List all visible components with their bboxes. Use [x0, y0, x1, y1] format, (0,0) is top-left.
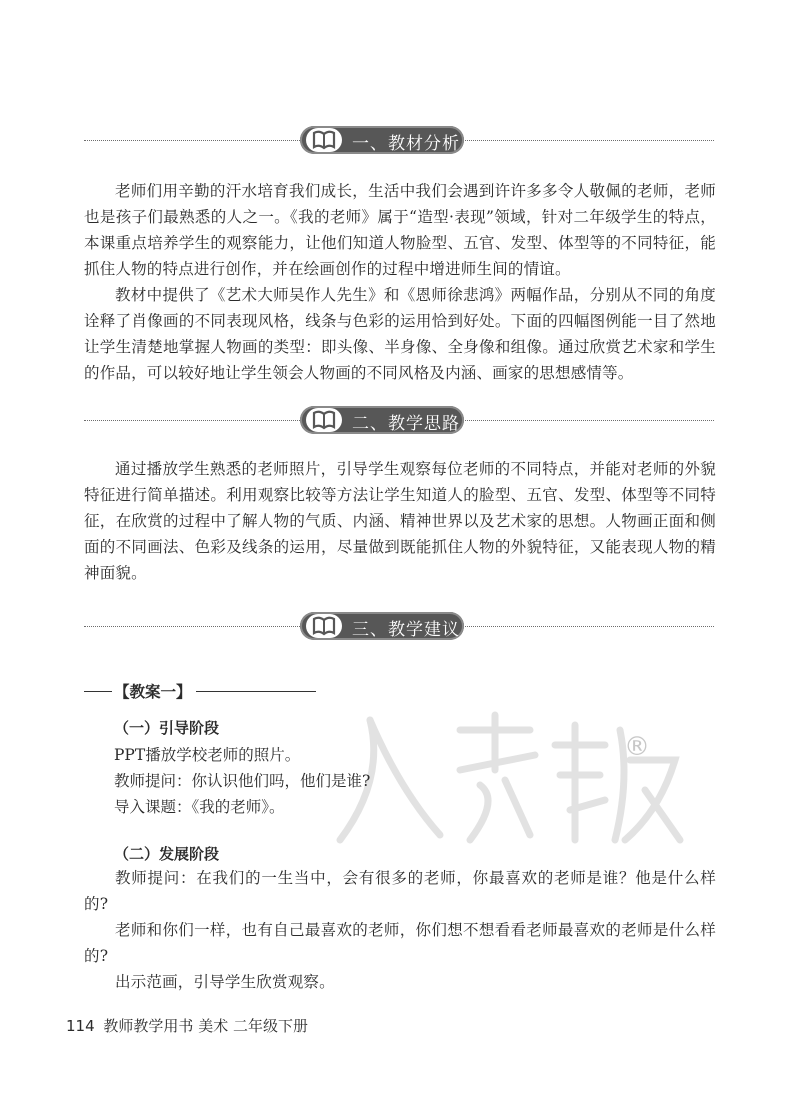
dotted-rule — [460, 140, 714, 141]
label-rule — [196, 691, 316, 692]
book-icon — [306, 408, 342, 432]
stage-2-title: （二）发展阶段 — [114, 845, 220, 863]
analysis-paragraph-2: 教材中提供了《艺术大师吴作人先生》和《恩师徐悲鸿》两幅作品，分别从不同的角度诠释了肖像画的不同表现风格，线条与色彩的运用恰到好处。下面的四幅图例能一目了然地让学生清楚地掌握人物画的类型：即头像、半身像、全身像和组像。通过欣赏艺术家和学生的作品，可以较好地让学生领会人物画的不同风格及内涵、画家的思想感情等。 — [84, 286, 716, 382]
stage-1-title: （一）引导阶段 — [114, 719, 220, 737]
dotted-rule — [460, 626, 714, 627]
label-rule — [84, 691, 112, 692]
section-title-pill — [300, 612, 464, 640]
dotted-rule — [84, 626, 302, 627]
page-footer — [66, 1015, 308, 1036]
registered-mark: ® — [624, 732, 650, 762]
section-title: 一、教材分析 — [352, 134, 460, 154]
page-number: 114 — [66, 1017, 95, 1035]
approach-paragraph: 通过播放学生熟悉的老师照片，引导学生观察每位老师的不同特点，并能对老师的外貌特征进行简单描述。利用观察比较等方法让学生知道人的脸型、五官、发型、体型等不同特征，在欣赏的过程中了解人物的气质、内涵、精神世界以及艺术家的思想。人物画正面和侧面的不同画法、色彩及线条的运用，尽量做到既能抓住人物的外貌特征，又能表现人物的精神面貌。 — [84, 460, 716, 582]
stage-2-paragraph-1: 教师提问：在我们的一生当中，会有很多的老师，你最喜欢的老师是谁？他是什么样的? — [84, 869, 716, 913]
stage-1-line: 教师提问：你认识他们吗，他们是谁? — [114, 772, 371, 790]
section-title: 三、教学建议 — [352, 620, 460, 640]
section-header-analysis — [84, 124, 714, 158]
section-header-suggestions — [84, 610, 714, 644]
section-title: 二、教学思路 — [352, 414, 460, 434]
section-header-approach — [84, 404, 714, 438]
section-title-pill — [300, 126, 464, 154]
stage-1-line: PPT播放学校老师的照片。 — [114, 746, 301, 764]
book-icon — [306, 128, 342, 152]
publisher-watermark-logo — [330, 700, 690, 850]
stage-2-paragraph-2: 老师和你们一样，也有自己最喜欢的老师，你们想不想看看老师最喜欢的老师是什么样的? — [84, 921, 716, 965]
dotted-rule — [84, 420, 302, 421]
stage-1-line: 导入课题：《我的老师》。 — [114, 798, 285, 816]
dotted-rule — [84, 140, 302, 141]
section-title-pill — [300, 406, 464, 434]
book-title: 教师教学用书 美术 二年级下册 — [103, 1017, 308, 1035]
dotted-rule — [460, 420, 714, 421]
stage-2-paragraph-3: 出示范画，引导学生欣赏观察。 — [115, 973, 335, 991]
book-icon — [306, 614, 342, 638]
analysis-paragraph-1: 老师们用辛勤的汗水培育我们成长，生活中我们会遇到许许多多令人敬佩的老师，老师也是孩子们最熟悉的人之一。《我的老师》属于“造型·表现”领域，针对二年级学生的特点，本课重点培养学生的观察能力，让他们知道人物脸型、五官、发型、体型等的不同特征，能抓住人物的特点进行创作，并在绘画创作的过程中增进师生间的情谊。 — [84, 182, 716, 278]
lesson-plan-label — [84, 680, 316, 704]
lesson-plan-title: 【教案一】 — [114, 683, 192, 701]
